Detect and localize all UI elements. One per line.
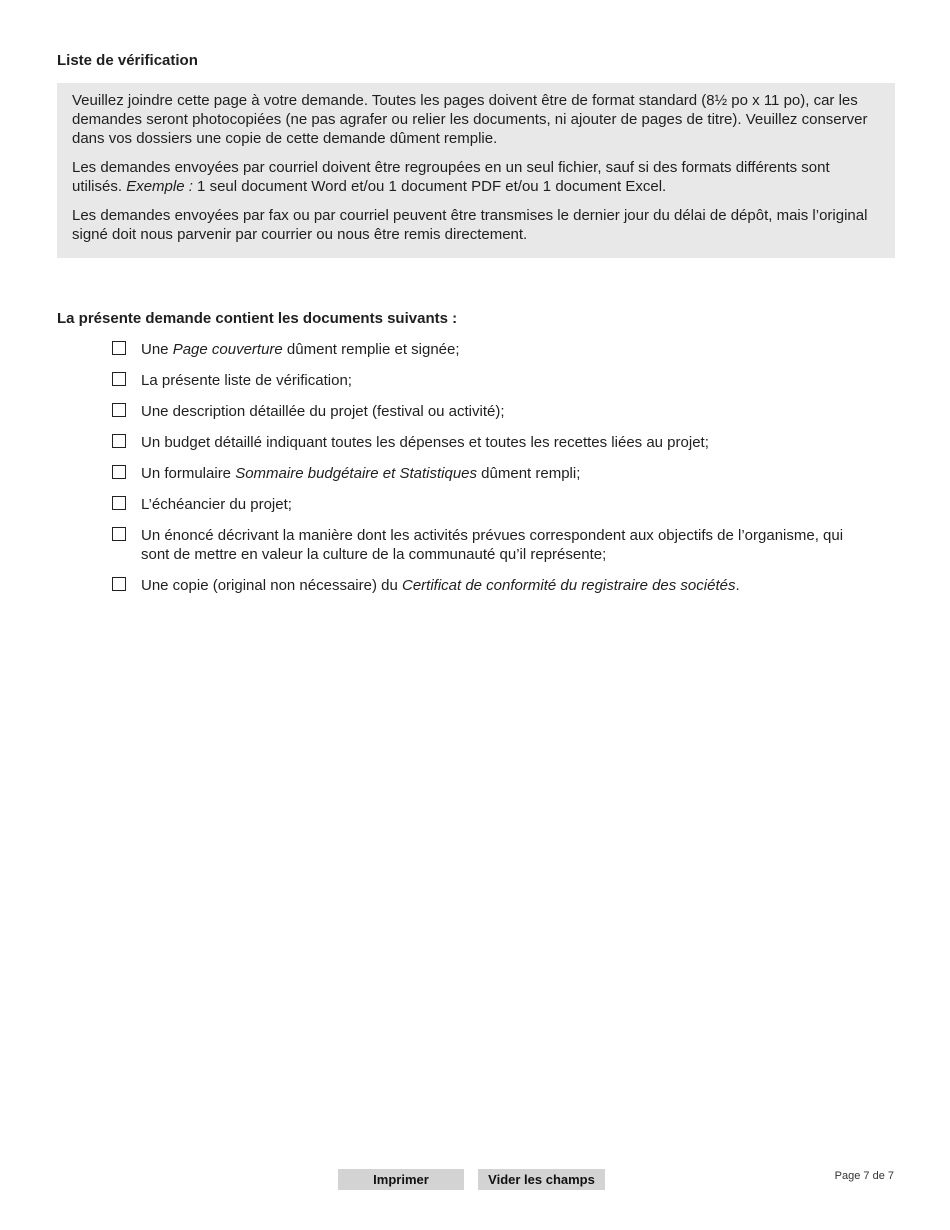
checklist-item: L’échéancier du projet;	[112, 495, 872, 514]
checkbox-enonce-objectifs[interactable]	[112, 527, 126, 541]
checkbox-liste-verification[interactable]	[112, 372, 126, 386]
checklist-item: Une Page couverture dûment remplie et signée;	[112, 340, 872, 359]
checklist-title: Liste de vérification	[57, 52, 198, 69]
checkbox-page-couverture[interactable]	[112, 341, 126, 355]
checklist-item: Une copie (original non nécessaire) du Certificat de conformité du registraire des sociétés.	[112, 576, 872, 595]
instructions-paragraph-2: Les demandes envoyées par courriel doivent être regroupées en un seul fichier, sauf si des formats différents sont utilisés. Exemple : 1 seul document Word et/ou 1 document PDF et/ou 1 document Excel.	[72, 159, 830, 195]
instructions-paragraph-1: Veuillez joindre cette page à votre demande. Toutes les pages doivent être de format standard (8½ po x 11 po), car les demandes seront photocopiées (ne pas agrafer ou relier les documents, ni ajouter de pages de titre). Veuillez conserver dans vos dossiers une copie de cette demande dûment remplie.	[72, 92, 868, 147]
documents-heading: La présente demande contient les documents suivants :	[57, 310, 458, 327]
checkbox-echeancier[interactable]	[112, 496, 126, 510]
clear-fields-button[interactable]: Vider les champs	[478, 1169, 605, 1190]
checkbox-budget-detaille[interactable]	[112, 434, 126, 448]
checklist-item: Une description détaillée du projet (festival ou activité);	[112, 402, 872, 421]
instructions-box	[57, 83, 895, 258]
checklist-item: Un budget détaillé indiquant toutes les dépenses et toutes les recettes liées au projet;	[112, 433, 872, 452]
documents-checklist	[112, 340, 872, 607]
checklist-item: Un formulaire Sommaire budgétaire et Statistiques dûment rempli;	[112, 464, 872, 483]
checkbox-sommaire-budgetaire[interactable]	[112, 465, 126, 479]
instructions-paragraph-3: Les demandes envoyées par fax ou par courriel peuvent être transmises le dernier jour du délai de dépôt, mais l’original signé doit nous parvenir par courrier ou nous être remis directement.	[72, 207, 868, 243]
checklist-item: Un énoncé décrivant la manière dont les activités prévues correspondent aux objectifs de l’organisme, qui sont de mettre en valeur la culture de la communauté qu’il représente;	[112, 526, 872, 564]
checkbox-description-projet[interactable]	[112, 403, 126, 417]
checkbox-certificat-conformite[interactable]	[112, 577, 126, 591]
checklist-item: La présente liste de vérification;	[112, 371, 872, 390]
page-number: Page 7 de 7	[834, 1170, 894, 1182]
print-button[interactable]: Imprimer	[338, 1169, 464, 1190]
